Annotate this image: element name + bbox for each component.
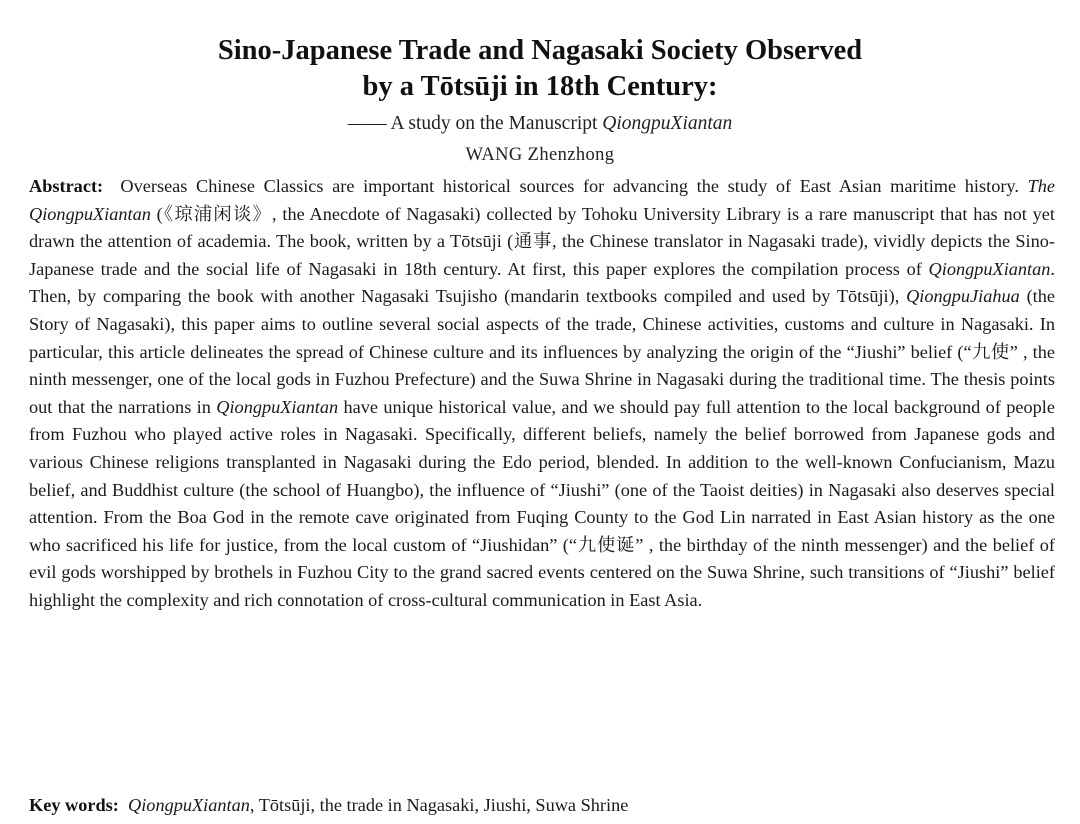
- abstract-label: Abstract:: [29, 176, 104, 196]
- abstract-text-4: (the Story of Nagasaki), this paper aims to outline several social aspects of the trade, Chinese activities, customs and culture in Nagasaki. In particular, this article delineates the spread of Chinese culture and its influences by analyzing the origin of the “Jiushi” belief (“九使” , the ninth messenger, one of the local gods in Fuzhou Prefecture) and the Suwa Shrine in Nagasaki during the traditional time. The thesis points out that the narrations in: [29, 286, 1056, 417]
- abstract-text-2: (《琼浦闲谈》, the Anecdote of Nagasaki) collected by Tohoku University Library is a rare manuscript that has not yet drawn the attention of academia. The book, written by a Tōtsūji (通事, the Chinese translator in Nagasaki trade), vividly depicts the Sino-Japanese trade and the social life of Nagasaki in 18th century. At first, this paper explores the compilation process of: [29, 203, 1055, 279]
- keywords-label: Key words:: [29, 795, 119, 815]
- abstract-italic-2: QiongpuXiantan: [928, 258, 1051, 279]
- paper-subtitle: [0, 110, 1080, 138]
- keywords-rest: , Tōtsūji, the trade in Nagasaki, Jiushi, Suwa Shrine: [249, 795, 629, 815]
- abstract-italic-1: The QiongpuXiantan: [29, 176, 1055, 224]
- author-name: WANG Zhenzhong: [465, 145, 615, 165]
- keywords-line: [29, 791, 1055, 819]
- abstract-text-3: . Then, by comparing the book with another Nagasaki Tsujisho (mandarin textbooks compiled and used by Tōtsūji),: [29, 258, 1055, 307]
- keyword-italic: QiongpuXiantan: [128, 795, 250, 815]
- title-line-2: by a Tōtsūji in 18th Century:: [362, 71, 718, 102]
- abstract-italic-4: QiongpuXiantan: [216, 396, 339, 417]
- abstract-paragraph: [29, 173, 1055, 615]
- abstract-text-1: Overseas Chinese Classics are important historical sources for advancing the study of East Asian maritime history.: [120, 176, 1028, 196]
- abstract-text-5: have unique historical value, and we should pay full attention to the local background of people from Fuzhou who played active roles in Nagasaki. Specifically, different beliefs, namely the belief borrowed from Japanese gods and various Chinese religions transplanted in Nagasaki during the Edo period, blended. In addition to the well-known Confucianism, Mazu belief, and Buddhist culture (the school of Huangbo), the influence of “Jiushi” (one of the Taoist deities) in Nagasaki also deserves special attention. From the Boa God in the remote cave originated from Fuqing County to the God Lin narrated in East Asian history as the one who sacrificed his life for justice, from the local custom of “Jiushidan” (“九使诞” , the birthday of the ninth messenger) and the belief of evil gods worshipped by brothels in Fuzhou City to the grand sacred events centered on the Suwa Shrine, such transitions of “Jiushi” belief highlight the complexity and rich connotation of cross-cultural communication in East Asia.: [29, 396, 1055, 610]
- paper-title: [0, 0, 1080, 105]
- subtitle-manuscript-name: QiongpuXiantan: [602, 113, 733, 134]
- subtitle-prefix: —— A study on the Manuscript: [347, 113, 603, 134]
- title-line-1: Sino-Japanese Trade and Nagasaki Society Observed: [217, 35, 863, 66]
- abstract-italic-3: QiongpuJiahua: [906, 286, 1020, 307]
